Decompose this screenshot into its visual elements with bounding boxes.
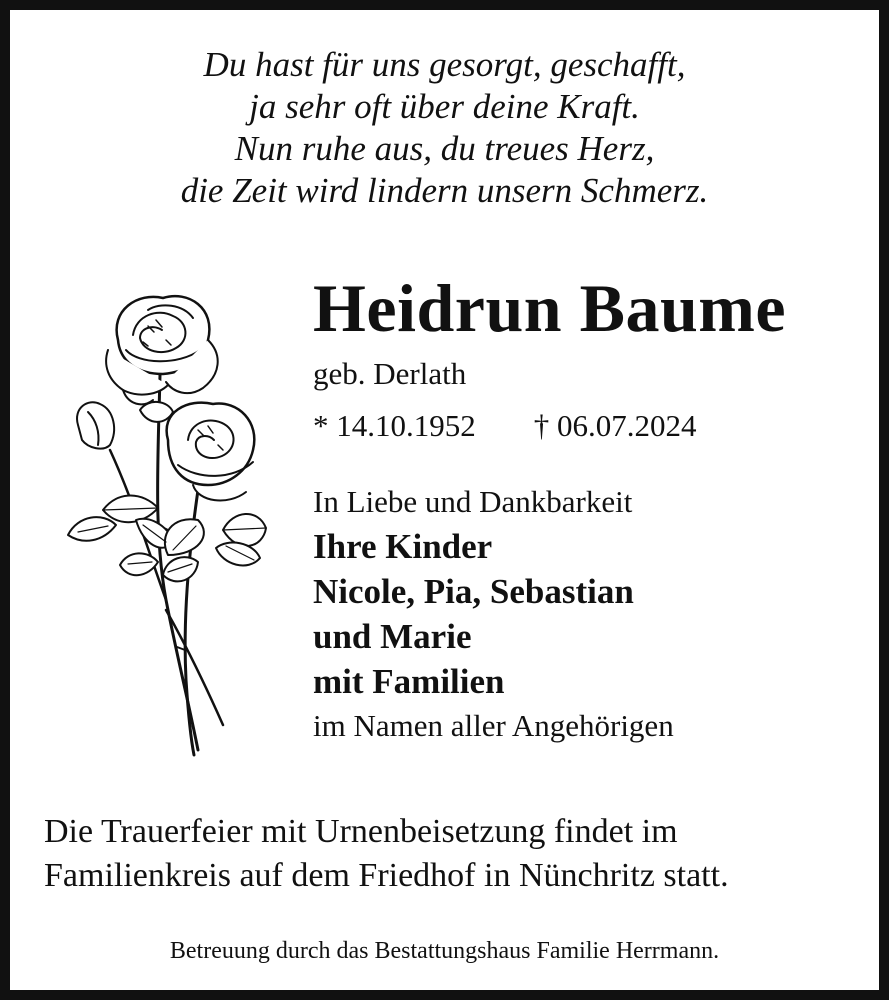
mourners-closing: im Namen aller Angehörigen	[313, 708, 674, 743]
life-dates	[313, 404, 873, 448]
poem	[10, 44, 879, 212]
ceremony-notice	[44, 810, 729, 898]
maiden-name: geb. Derlath	[313, 356, 467, 391]
ceremony-line: Familienkreis auf dem Friedhof in Nünchritz statt.	[44, 857, 729, 894]
deceased-name: Heidrun Baume	[313, 270, 787, 346]
mourners-line: und Marie	[313, 617, 472, 656]
mourners-line: Nicole, Pia, Sebastian	[313, 572, 634, 611]
birth-date: * 14.10.1952	[313, 408, 476, 443]
deceased-and-mourners	[313, 268, 873, 748]
poem-line: Du hast für uns gesorgt, geschafft,	[203, 45, 686, 84]
poem-line: ja sehr oft über deine Kraft.	[249, 87, 640, 126]
mourners-line: Ihre Kinder	[313, 527, 493, 566]
mourners-line: mit Familien	[313, 662, 505, 701]
poem-line: die Zeit wird lindern unsern Schmerz.	[180, 171, 709, 210]
rose-icon	[48, 280, 278, 770]
death-date: † 06.07.2024	[533, 408, 697, 443]
poem-line: Nun ruhe aus, du treues Herz,	[234, 129, 655, 168]
funeral-home-credit: Betreuung durch das Bestattungshaus Familie Herrmann.	[169, 938, 720, 964]
mourners-intro: In Liebe und Dankbarkeit	[313, 484, 633, 519]
ceremony-line: Die Trauerfeier mit Urnenbeisetzung findet im	[44, 813, 678, 850]
